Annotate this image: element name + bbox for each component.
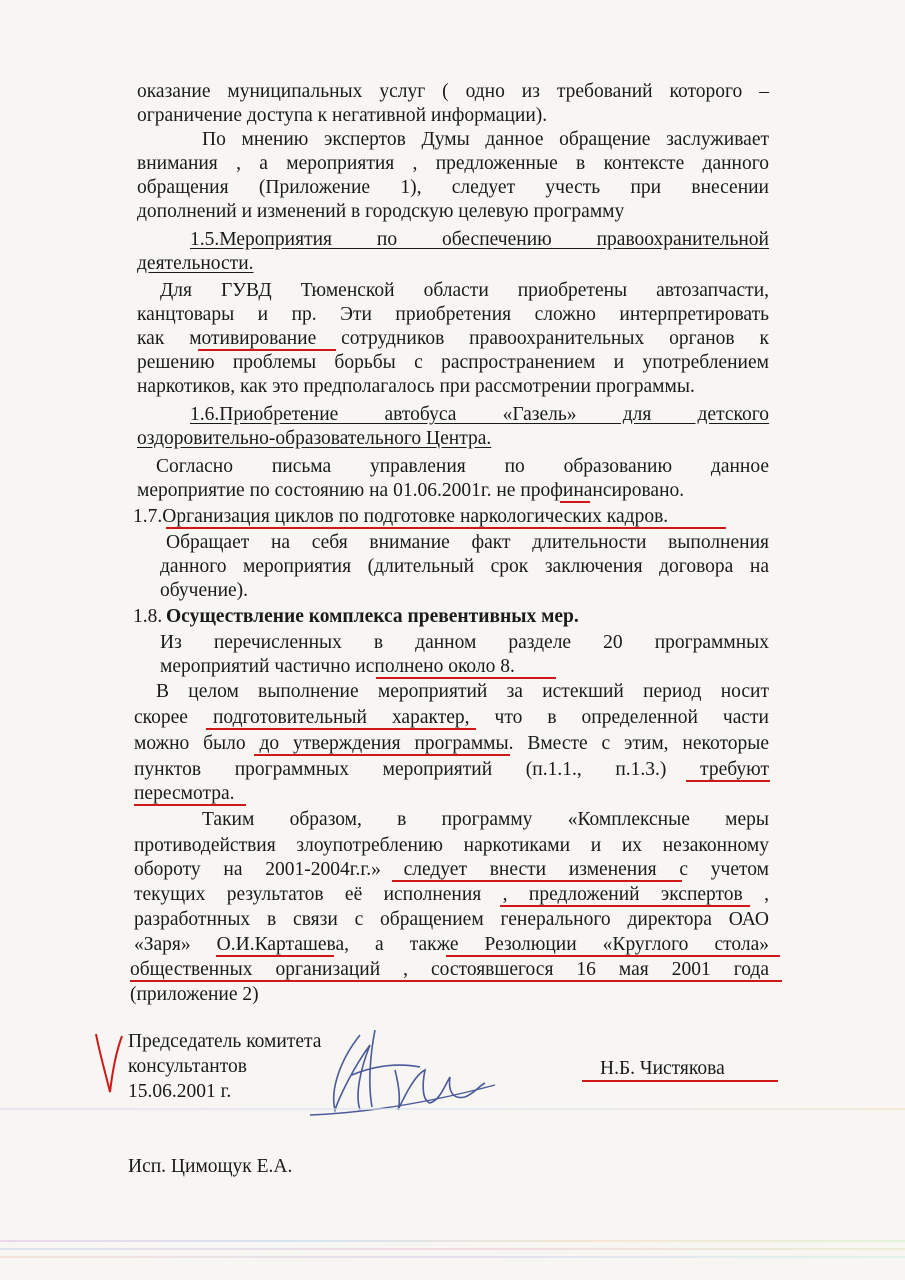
text-line: разработнных в связи с обращением генерального директора ОАО: [134, 909, 769, 930]
text-line: общественных организаций , состоявшегося 16 мая 2001 года: [130, 959, 769, 980]
text-line: По мнению экспертов Думы данное обращение заслуживает: [202, 129, 769, 150]
red-underline: [206, 728, 476, 730]
section-heading: [166, 605, 579, 629]
text-line: обучение).: [160, 580, 249, 601]
text-line: дополнений и изменений в городскую целевую программу: [137, 201, 625, 222]
text-line: Таким образом, в программу «Комплексные меры: [202, 809, 769, 830]
red-underline: [686, 780, 770, 782]
red-underline: [446, 955, 780, 957]
section-number: 1.8.: [133, 606, 163, 627]
section-heading: 1.7.Организация циклов по подготовке наркологических кадров.: [133, 506, 669, 527]
signatory-title: Председатель комитета: [128, 1031, 322, 1052]
text-line: скорее подготовительный характер, что в определенной части: [134, 707, 769, 728]
text-line: внимания , а мероприятия , предложенные в контексте данного: [137, 153, 769, 174]
text-line: наркотиков, как это предполагалось при рассмотрении программы.: [137, 376, 695, 397]
section-heading: деятельности.: [137, 253, 254, 274]
text-line: текущих результатов её исполнения , предложений экспертов ,: [134, 884, 769, 905]
text-line: как мотивирование сотрудников правоохранительных органов к: [137, 328, 769, 349]
executor-note: Исп. Цимощук Е.А.: [128, 1156, 293, 1177]
text-line: данного мероприятия (длительный срок заключения договора на: [160, 556, 769, 577]
text-line: оказание муниципальных услуг ( одно из требований которого –: [137, 81, 769, 102]
text-line: Из перечисленных в данном разделе 20 программных: [160, 632, 769, 653]
text-line: пунктов программных мероприятий (п.1.1., п.1.3.) требуют: [134, 759, 769, 780]
text-line: Согласно письма управления по образованию данное: [156, 456, 769, 477]
text-line: пересмотра.: [134, 783, 235, 804]
red-underline: [254, 754, 510, 756]
text-line: (приложение 2): [130, 984, 259, 1005]
red-underline: [560, 501, 590, 503]
section-heading: 1.5.Мероприятия по обеспечению правоохранительной: [190, 229, 769, 250]
text-line: решению проблемы борьбы с распространением и употреблением: [137, 352, 769, 373]
scan-artifact: [0, 1240, 905, 1242]
scan-artifact: [0, 1248, 905, 1250]
section-heading-bold: Осуществление комплекса превентивных мер.: [166, 606, 579, 627]
red-underline: [376, 677, 556, 679]
signatory-title: консультантов: [128, 1056, 247, 1077]
text-line: «Заря» О.И.Карташева, а также Резолюции «Круглого стола»: [134, 934, 769, 955]
red-underline: [166, 527, 726, 529]
red-underline: [216, 955, 334, 957]
red-underline: [134, 804, 246, 806]
text-line: Для ГУВД Тюменской области приобретены автозапчасти,: [160, 280, 769, 301]
text-line: мероприятие по состоянию на 01.06.2001г. не профинансировано.: [137, 480, 685, 501]
text-line: мероприятий частично исполнено около 8.: [160, 656, 515, 677]
text-line: обращения (Приложение 1), следует учесть при внесении: [137, 177, 769, 198]
scan-artifact: [0, 1108, 905, 1110]
text-line: канцтовары и пр. Эти приобретения сложно интерпретировать: [137, 304, 769, 325]
red-underline: [198, 349, 336, 351]
text-line: обороту на 2001-2004г.г.» следует внести изменения с учетом: [134, 859, 769, 880]
text-line: ограничение доступа к негативной информации).: [137, 105, 548, 126]
text-line: В целом выполнение мероприятий за истекший период носит: [156, 681, 769, 702]
signature-date: 15.06.2001 г.: [128, 1081, 232, 1102]
section-heading: оздоровительно-образовательного Центра.: [137, 428, 492, 449]
red-underline: [500, 905, 750, 907]
section-heading: 1.6.Приобретение автобуса «Газель» для детского: [190, 404, 769, 425]
signatory-name: Н.Б. Чистякова: [600, 1058, 725, 1079]
text-line: Обращает на себя внимание факт длительности выполнения: [166, 532, 769, 553]
red-underline: [392, 880, 682, 882]
red-check-mark: [90, 1030, 130, 1100]
scan-artifact: [0, 1256, 905, 1258]
text-line: противодействия злоупотреблению наркотиками и их незаконному: [134, 835, 769, 856]
red-underline: [130, 980, 782, 982]
red-underline: [582, 1080, 778, 1082]
text-line: можно было до утверждения программы. Вместе с этим, некоторые: [134, 733, 769, 754]
